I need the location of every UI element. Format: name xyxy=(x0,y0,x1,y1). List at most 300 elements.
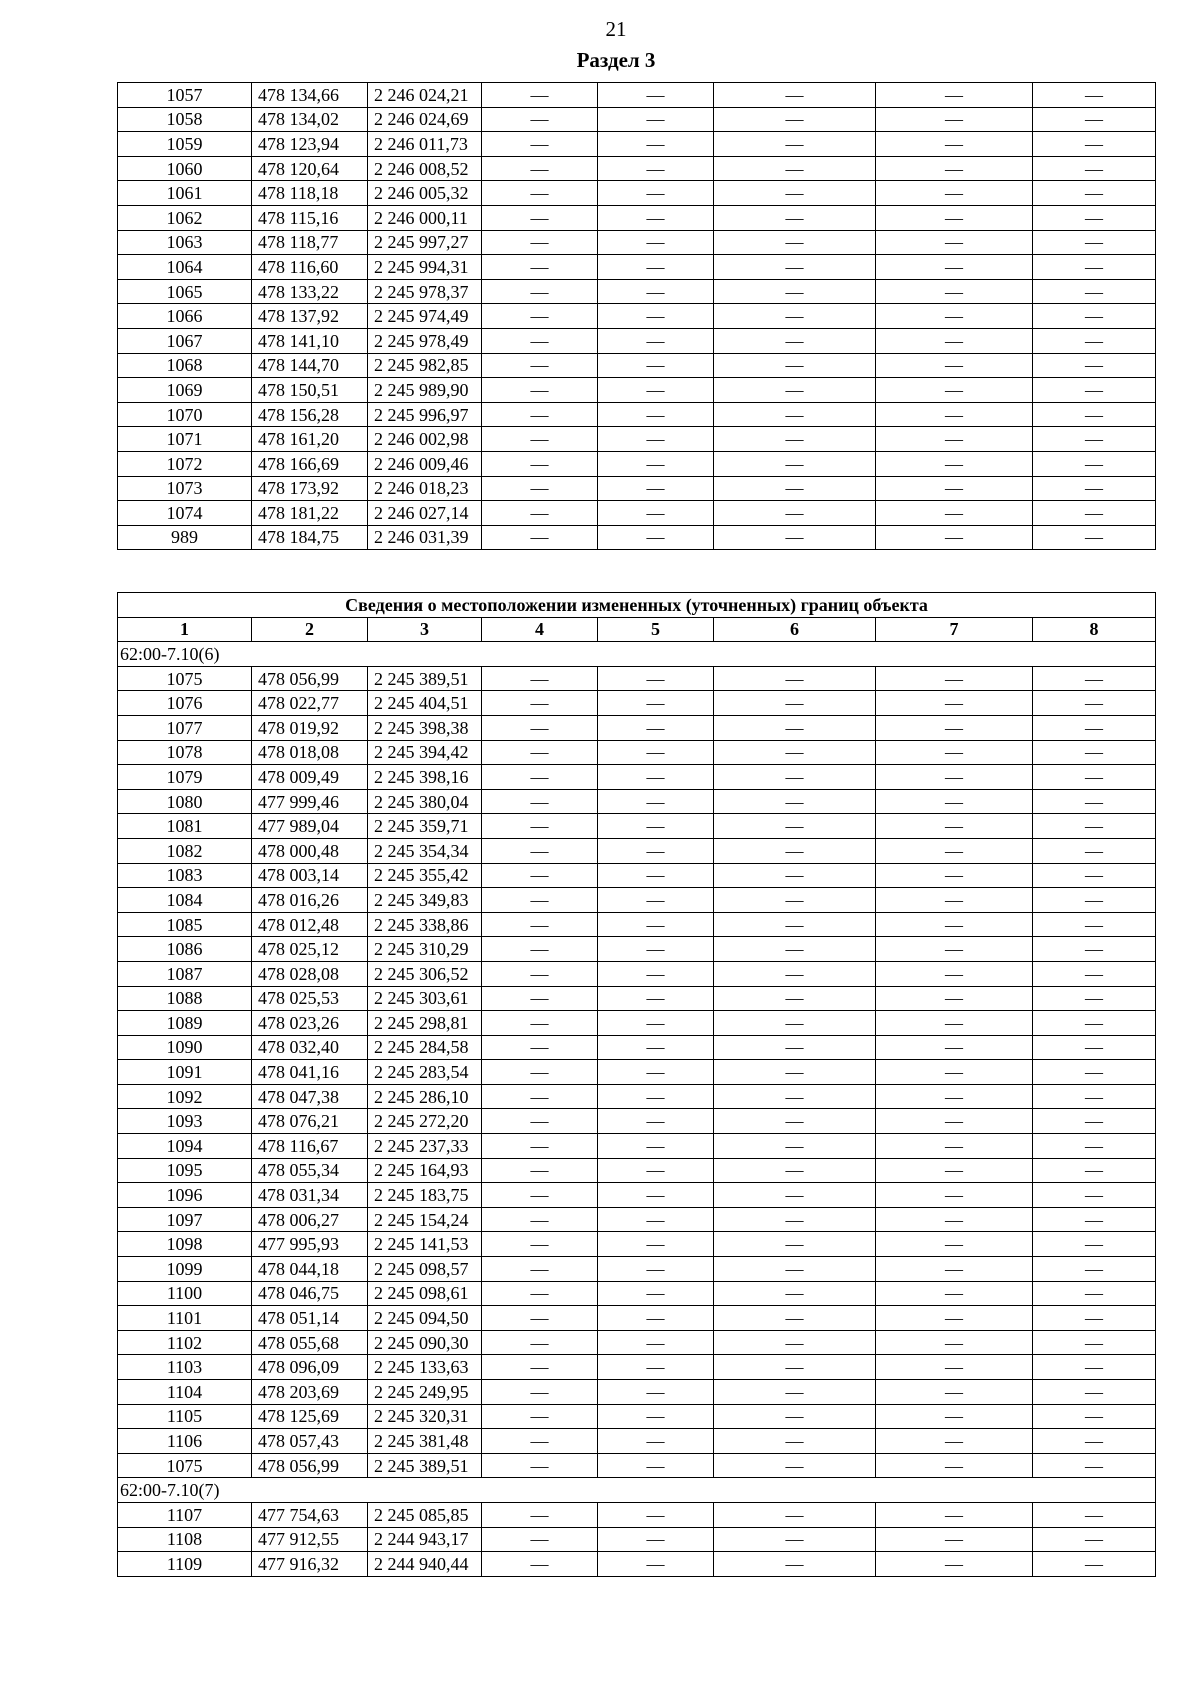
coord-x: 478 055,68 xyxy=(252,1330,368,1355)
coord-y: 2 246 009,46 xyxy=(368,451,482,476)
empty-value-dash: — xyxy=(482,1084,598,1109)
empty-value-dash: — xyxy=(714,107,876,132)
empty-value-dash: — xyxy=(482,501,598,526)
empty-value-dash: — xyxy=(482,691,598,716)
table-row xyxy=(118,1380,1156,1405)
empty-value-dash: — xyxy=(1033,1084,1156,1109)
boundary-points-table xyxy=(117,82,1156,550)
table-row xyxy=(118,1527,1156,1552)
coord-x: 478 046,75 xyxy=(252,1281,368,1306)
empty-value-dash: — xyxy=(714,304,876,329)
empty-value-dash: — xyxy=(876,888,1033,913)
empty-value-dash: — xyxy=(876,1060,1033,1085)
coord-x: 477 995,93 xyxy=(252,1232,368,1257)
empty-value-dash: — xyxy=(1033,1380,1156,1405)
empty-value-dash: — xyxy=(1033,1183,1156,1208)
coord-y: 2 246 008,52 xyxy=(368,156,482,181)
coord-x: 478 203,69 xyxy=(252,1380,368,1405)
empty-value-dash: — xyxy=(598,83,714,108)
coord-x: 478 116,67 xyxy=(252,1134,368,1159)
coord-y: 2 245 974,49 xyxy=(368,304,482,329)
empty-value-dash: — xyxy=(482,1257,598,1282)
table-row xyxy=(118,1084,1156,1109)
empty-value-dash: — xyxy=(1033,255,1156,280)
coord-x: 478 025,12 xyxy=(252,937,368,962)
point-number: 1084 xyxy=(118,888,252,913)
empty-value-dash: — xyxy=(714,814,876,839)
coord-x: 478 018,08 xyxy=(252,740,368,765)
empty-value-dash: — xyxy=(1033,1207,1156,1232)
empty-value-dash: — xyxy=(482,525,598,550)
empty-value-dash: — xyxy=(714,1158,876,1183)
empty-value-dash: — xyxy=(876,353,1033,378)
empty-value-dash: — xyxy=(482,1429,598,1454)
empty-value-dash: — xyxy=(876,476,1033,501)
empty-value-dash: — xyxy=(876,255,1033,280)
coord-y: 2 245 389,51 xyxy=(368,666,482,691)
empty-value-dash: — xyxy=(876,402,1033,427)
empty-value-dash: — xyxy=(482,1502,598,1527)
table-row xyxy=(118,501,1156,526)
empty-value-dash: — xyxy=(482,814,598,839)
empty-value-dash: — xyxy=(482,1306,598,1331)
empty-value-dash: — xyxy=(714,83,876,108)
empty-value-dash: — xyxy=(598,666,714,691)
empty-value-dash: — xyxy=(598,132,714,157)
empty-value-dash: — xyxy=(876,1429,1033,1454)
empty-value-dash: — xyxy=(714,1207,876,1232)
empty-value-dash: — xyxy=(714,666,876,691)
empty-value-dash: — xyxy=(714,1257,876,1282)
column-header: 8 xyxy=(1033,617,1156,642)
point-number: 1078 xyxy=(118,740,252,765)
point-number: 1106 xyxy=(118,1429,252,1454)
empty-value-dash: — xyxy=(876,181,1033,206)
empty-value-dash: — xyxy=(482,1453,598,1478)
empty-value-dash: — xyxy=(1033,1232,1156,1257)
point-number: 1107 xyxy=(118,1502,252,1527)
coord-y: 2 245 394,42 xyxy=(368,740,482,765)
empty-value-dash: — xyxy=(714,838,876,863)
table-row xyxy=(118,1257,1156,1282)
empty-value-dash: — xyxy=(1033,476,1156,501)
empty-value-dash: — xyxy=(714,1281,876,1306)
empty-value-dash: — xyxy=(876,451,1033,476)
empty-value-dash: — xyxy=(876,765,1033,790)
coord-x: 478 118,77 xyxy=(252,230,368,255)
table-row xyxy=(118,838,1156,863)
empty-value-dash: — xyxy=(598,1207,714,1232)
coord-x: 478 123,94 xyxy=(252,132,368,157)
point-number: 1066 xyxy=(118,304,252,329)
empty-value-dash: — xyxy=(1033,765,1156,790)
empty-value-dash: — xyxy=(1033,501,1156,526)
empty-value-dash: — xyxy=(482,181,598,206)
empty-value-dash: — xyxy=(714,1011,876,1036)
table-row xyxy=(118,255,1156,280)
table-row xyxy=(118,279,1156,304)
empty-value-dash: — xyxy=(714,230,876,255)
point-number: 1079 xyxy=(118,765,252,790)
coord-y: 2 245 090,30 xyxy=(368,1330,482,1355)
empty-value-dash: — xyxy=(1033,1330,1156,1355)
empty-value-dash: — xyxy=(1033,1527,1156,1552)
empty-value-dash: — xyxy=(482,937,598,962)
coord-y: 2 245 154,24 xyxy=(368,1207,482,1232)
empty-value-dash: — xyxy=(714,205,876,230)
empty-value-dash: — xyxy=(598,1158,714,1183)
coord-x: 478 161,20 xyxy=(252,427,368,452)
empty-value-dash: — xyxy=(482,353,598,378)
empty-value-dash: — xyxy=(714,789,876,814)
empty-value-dash: — xyxy=(482,765,598,790)
empty-value-dash: — xyxy=(876,863,1033,888)
empty-value-dash: — xyxy=(876,1257,1033,1282)
table-row xyxy=(118,1502,1156,1527)
coord-x: 478 028,08 xyxy=(252,961,368,986)
empty-value-dash: — xyxy=(1033,156,1156,181)
column-header: 1 xyxy=(118,617,252,642)
column-header: 4 xyxy=(482,617,598,642)
empty-value-dash: — xyxy=(482,986,598,1011)
coord-y: 2 245 359,71 xyxy=(368,814,482,839)
empty-value-dash: — xyxy=(714,863,876,888)
point-number: 1086 xyxy=(118,937,252,962)
coord-y: 2 245 338,86 xyxy=(368,912,482,937)
empty-value-dash: — xyxy=(1033,1453,1156,1478)
empty-value-dash: — xyxy=(714,1429,876,1454)
coord-y: 2 245 183,75 xyxy=(368,1183,482,1208)
empty-value-dash: — xyxy=(482,304,598,329)
coord-x: 478 118,18 xyxy=(252,181,368,206)
empty-value-dash: — xyxy=(598,427,714,452)
empty-value-dash: — xyxy=(1033,205,1156,230)
empty-value-dash: — xyxy=(598,1134,714,1159)
coord-y: 2 245 994,31 xyxy=(368,255,482,280)
coord-y: 2 246 027,14 xyxy=(368,501,482,526)
empty-value-dash: — xyxy=(876,1011,1033,1036)
coord-y: 2 245 978,49 xyxy=(368,328,482,353)
coord-x: 478 023,26 xyxy=(252,1011,368,1036)
empty-value-dash: — xyxy=(1033,1552,1156,1577)
empty-value-dash: — xyxy=(714,1453,876,1478)
point-number: 1099 xyxy=(118,1257,252,1282)
empty-value-dash: — xyxy=(1033,230,1156,255)
empty-value-dash: — xyxy=(598,740,714,765)
point-number: 1080 xyxy=(118,789,252,814)
empty-value-dash: — xyxy=(876,1404,1033,1429)
empty-value-dash: — xyxy=(598,961,714,986)
empty-value-dash: — xyxy=(714,156,876,181)
empty-value-dash: — xyxy=(876,961,1033,986)
empty-value-dash: — xyxy=(598,402,714,427)
point-number: 1087 xyxy=(118,961,252,986)
table-row xyxy=(118,1109,1156,1134)
empty-value-dash: — xyxy=(876,156,1033,181)
coord-x: 478 003,14 xyxy=(252,863,368,888)
coord-y: 2 245 989,90 xyxy=(368,378,482,403)
coord-y: 2 245 284,58 xyxy=(368,1035,482,1060)
empty-value-dash: — xyxy=(1033,107,1156,132)
empty-value-dash: — xyxy=(1033,353,1156,378)
empty-value-dash: — xyxy=(598,378,714,403)
empty-value-dash: — xyxy=(482,1060,598,1085)
table-row xyxy=(118,1355,1156,1380)
empty-value-dash: — xyxy=(1033,1158,1156,1183)
empty-value-dash: — xyxy=(482,451,598,476)
column-header: 7 xyxy=(876,617,1033,642)
coord-y: 2 245 404,51 xyxy=(368,691,482,716)
coord-y: 2 245 354,34 xyxy=(368,838,482,863)
empty-value-dash: — xyxy=(482,740,598,765)
empty-value-dash: — xyxy=(714,1035,876,1060)
empty-value-dash: — xyxy=(598,1404,714,1429)
coord-y: 2 245 306,52 xyxy=(368,961,482,986)
column-header-row xyxy=(118,617,1156,642)
coord-y: 2 246 011,73 xyxy=(368,132,482,157)
coord-y: 2 246 031,39 xyxy=(368,525,482,550)
coord-x: 477 916,32 xyxy=(252,1552,368,1577)
empty-value-dash: — xyxy=(1033,83,1156,108)
point-number: 1068 xyxy=(118,353,252,378)
empty-value-dash: — xyxy=(482,476,598,501)
empty-value-dash: — xyxy=(1033,715,1156,740)
empty-value-dash: — xyxy=(876,1453,1033,1478)
point-number: 1090 xyxy=(118,1035,252,1060)
table-row xyxy=(118,1035,1156,1060)
empty-value-dash: — xyxy=(876,1355,1033,1380)
empty-value-dash: — xyxy=(598,937,714,962)
empty-value-dash: — xyxy=(482,1134,598,1159)
empty-value-dash: — xyxy=(598,501,714,526)
point-number: 1095 xyxy=(118,1158,252,1183)
empty-value-dash: — xyxy=(714,1552,876,1577)
point-number: 1063 xyxy=(118,230,252,255)
point-number: 1082 xyxy=(118,838,252,863)
point-number: 1101 xyxy=(118,1306,252,1331)
point-number: 1105 xyxy=(118,1404,252,1429)
point-number: 1061 xyxy=(118,181,252,206)
cadastral-group-label: 62:00-7.10(6) xyxy=(118,642,1156,667)
empty-value-dash: — xyxy=(598,912,714,937)
empty-value-dash: — xyxy=(876,230,1033,255)
point-number: 1109 xyxy=(118,1552,252,1577)
coord-x: 478 000,48 xyxy=(252,838,368,863)
empty-value-dash: — xyxy=(482,132,598,157)
empty-value-dash: — xyxy=(598,181,714,206)
empty-value-dash: — xyxy=(482,1404,598,1429)
empty-value-dash: — xyxy=(598,814,714,839)
empty-value-dash: — xyxy=(598,255,714,280)
empty-value-dash: — xyxy=(714,715,876,740)
empty-value-dash: — xyxy=(1033,1502,1156,1527)
table-row xyxy=(118,740,1156,765)
coord-x: 478 057,43 xyxy=(252,1429,368,1454)
coord-y: 2 245 380,04 xyxy=(368,789,482,814)
empty-value-dash: — xyxy=(482,1035,598,1060)
table-row xyxy=(118,525,1156,550)
coord-x: 478 041,16 xyxy=(252,1060,368,1085)
empty-value-dash: — xyxy=(876,1330,1033,1355)
coord-y: 2 245 349,83 xyxy=(368,888,482,913)
coord-y: 2 245 085,85 xyxy=(368,1502,482,1527)
point-number: 1062 xyxy=(118,205,252,230)
empty-value-dash: — xyxy=(1033,937,1156,962)
point-number: 1103 xyxy=(118,1355,252,1380)
empty-value-dash: — xyxy=(1033,378,1156,403)
empty-value-dash: — xyxy=(1033,961,1156,986)
point-number: 1060 xyxy=(118,156,252,181)
empty-value-dash: — xyxy=(1033,666,1156,691)
changed-boundaries-table xyxy=(117,592,1156,1577)
coord-x: 478 115,16 xyxy=(252,205,368,230)
empty-value-dash: — xyxy=(876,1552,1033,1577)
empty-value-dash: — xyxy=(482,715,598,740)
empty-value-dash: — xyxy=(598,107,714,132)
empty-value-dash: — xyxy=(482,666,598,691)
table-row xyxy=(118,1158,1156,1183)
coord-y: 2 245 398,38 xyxy=(368,715,482,740)
coord-x: 478 181,22 xyxy=(252,501,368,526)
coord-x: 478 144,70 xyxy=(252,353,368,378)
empty-value-dash: — xyxy=(714,740,876,765)
empty-value-dash: — xyxy=(598,1306,714,1331)
coord-y: 2 245 982,85 xyxy=(368,353,482,378)
coord-x: 478 016,26 xyxy=(252,888,368,913)
empty-value-dash: — xyxy=(598,863,714,888)
coord-y: 2 246 024,69 xyxy=(368,107,482,132)
coord-x: 478 009,49 xyxy=(252,765,368,790)
coord-x: 477 912,55 xyxy=(252,1527,368,1552)
empty-value-dash: — xyxy=(876,1035,1033,1060)
empty-value-dash: — xyxy=(482,1207,598,1232)
empty-value-dash: — xyxy=(1033,838,1156,863)
table-row xyxy=(118,1330,1156,1355)
coord-x: 478 012,48 xyxy=(252,912,368,937)
coord-y: 2 246 018,23 xyxy=(368,476,482,501)
empty-value-dash: — xyxy=(876,83,1033,108)
empty-value-dash: — xyxy=(876,1134,1033,1159)
empty-value-dash: — xyxy=(714,181,876,206)
coord-x: 478 173,92 xyxy=(252,476,368,501)
empty-value-dash: — xyxy=(714,1502,876,1527)
coord-x: 478 025,53 xyxy=(252,986,368,1011)
coord-x: 478 022,77 xyxy=(252,691,368,716)
empty-value-dash: — xyxy=(876,1183,1033,1208)
point-number: 1094 xyxy=(118,1134,252,1159)
empty-value-dash: — xyxy=(1033,402,1156,427)
empty-value-dash: — xyxy=(876,1380,1033,1405)
empty-value-dash: — xyxy=(1033,525,1156,550)
point-number: 1071 xyxy=(118,427,252,452)
table-row xyxy=(118,402,1156,427)
coord-y: 2 246 000,11 xyxy=(368,205,482,230)
empty-value-dash: — xyxy=(482,789,598,814)
empty-value-dash: — xyxy=(714,1109,876,1134)
empty-value-dash: — xyxy=(876,378,1033,403)
table-row xyxy=(118,181,1156,206)
empty-value-dash: — xyxy=(714,691,876,716)
coord-x: 478 134,02 xyxy=(252,107,368,132)
empty-value-dash: — xyxy=(714,525,876,550)
empty-value-dash: — xyxy=(1033,1404,1156,1429)
point-number: 1091 xyxy=(118,1060,252,1085)
empty-value-dash: — xyxy=(482,912,598,937)
coord-y: 2 245 141,53 xyxy=(368,1232,482,1257)
empty-value-dash: — xyxy=(876,691,1033,716)
cadastral-group-label: 62:00-7.10(7) xyxy=(118,1478,1156,1503)
point-number: 1081 xyxy=(118,814,252,839)
table-row xyxy=(118,107,1156,132)
point-number: 1097 xyxy=(118,1207,252,1232)
table-row xyxy=(118,476,1156,501)
empty-value-dash: — xyxy=(714,1134,876,1159)
point-number: 1065 xyxy=(118,279,252,304)
coord-y: 2 245 133,63 xyxy=(368,1355,482,1380)
empty-value-dash: — xyxy=(482,1330,598,1355)
table-row xyxy=(118,1404,1156,1429)
coord-y: 2 245 997,27 xyxy=(368,230,482,255)
empty-value-dash: — xyxy=(1033,986,1156,1011)
empty-value-dash: — xyxy=(598,1281,714,1306)
empty-value-dash: — xyxy=(482,1552,598,1577)
empty-value-dash: — xyxy=(1033,279,1156,304)
coord-x: 478 184,75 xyxy=(252,525,368,550)
table-row xyxy=(118,1453,1156,1478)
table-row xyxy=(118,230,1156,255)
coord-y: 2 245 389,51 xyxy=(368,1453,482,1478)
coord-x: 478 006,27 xyxy=(252,1207,368,1232)
empty-value-dash: — xyxy=(714,427,876,452)
point-number: 1100 xyxy=(118,1281,252,1306)
table-row xyxy=(118,863,1156,888)
point-number: 1069 xyxy=(118,378,252,403)
empty-value-dash: — xyxy=(598,1355,714,1380)
empty-value-dash: — xyxy=(598,304,714,329)
empty-value-dash: — xyxy=(876,814,1033,839)
empty-value-dash: — xyxy=(876,1109,1033,1134)
empty-value-dash: — xyxy=(598,1257,714,1282)
coord-x: 478 125,69 xyxy=(252,1404,368,1429)
group-header-row xyxy=(118,642,1156,667)
table-row xyxy=(118,427,1156,452)
empty-value-dash: — xyxy=(598,1183,714,1208)
table-row xyxy=(118,912,1156,937)
empty-value-dash: — xyxy=(714,353,876,378)
coord-y: 2 245 272,20 xyxy=(368,1109,482,1134)
point-number: 1070 xyxy=(118,402,252,427)
empty-value-dash: — xyxy=(482,1158,598,1183)
empty-value-dash: — xyxy=(1033,912,1156,937)
empty-value-dash: — xyxy=(482,1011,598,1036)
coord-y: 2 245 310,29 xyxy=(368,937,482,962)
coord-y: 2 246 002,98 xyxy=(368,427,482,452)
empty-value-dash: — xyxy=(1033,888,1156,913)
coord-y: 2 245 094,50 xyxy=(368,1306,482,1331)
empty-value-dash: — xyxy=(714,501,876,526)
empty-value-dash: — xyxy=(876,205,1033,230)
section-title: Раздел 3 xyxy=(576,48,656,72)
empty-value-dash: — xyxy=(1033,304,1156,329)
coord-x: 478 134,66 xyxy=(252,83,368,108)
table-row xyxy=(118,789,1156,814)
point-number: 1058 xyxy=(118,107,252,132)
point-number: 1059 xyxy=(118,132,252,157)
empty-value-dash: — xyxy=(876,912,1033,937)
point-number: 1104 xyxy=(118,1380,252,1405)
empty-value-dash: — xyxy=(598,765,714,790)
empty-value-dash: — xyxy=(876,427,1033,452)
